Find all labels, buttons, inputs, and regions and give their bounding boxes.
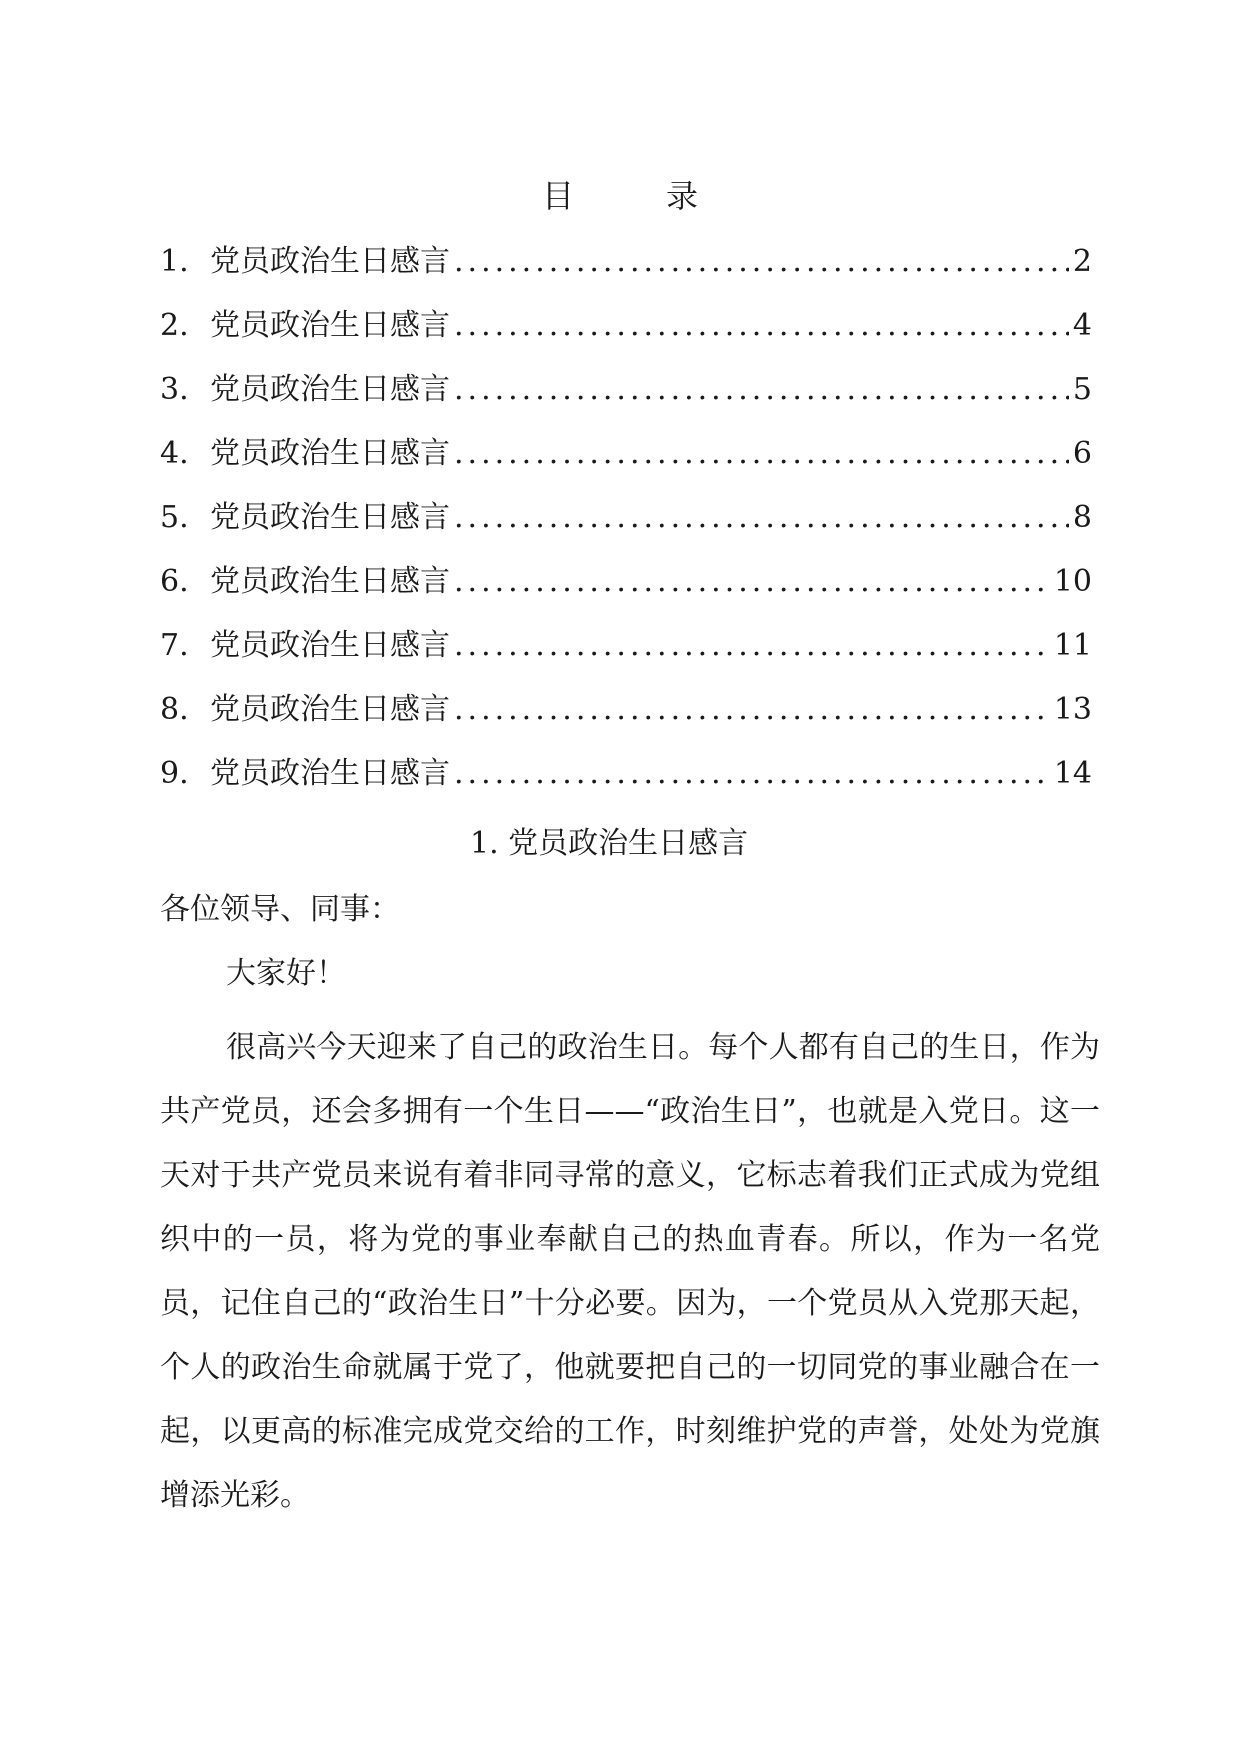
toc-entry-number: 2. — [160, 308, 189, 343]
toc-entry-page: 2 — [1072, 244, 1092, 279]
toc-entry-page: 10 — [1053, 564, 1092, 599]
toc-entry-label: 党员政治生日感言 — [210, 372, 450, 407]
toc-list — [160, 242, 1092, 818]
toc-entry-number: 1. — [160, 244, 189, 279]
toc-leader-dots — [454, 754, 1050, 794]
toc-entry-number: 4. — [160, 436, 189, 471]
toc-entry-label: 党员政治生日感言 — [210, 756, 450, 791]
toc-leader-dots — [454, 690, 1050, 730]
toc-entry-page: 11 — [1053, 628, 1092, 663]
toc-entry[interactable] — [160, 754, 1092, 818]
toc-leader-dots — [454, 498, 1069, 538]
toc-entry[interactable] — [160, 690, 1092, 754]
toc-entry-label: 党员政治生日感言 — [210, 244, 450, 279]
toc-entry-label: 党员政治生日感言 — [210, 564, 450, 599]
toc-entry-page: 13 — [1053, 692, 1092, 727]
toc-entry-page: 6 — [1072, 436, 1092, 471]
toc-leader-dots — [454, 562, 1050, 602]
toc-leader-dots — [454, 242, 1069, 282]
toc-entry[interactable] — [160, 242, 1092, 306]
toc-leader-dots — [454, 434, 1069, 474]
toc-entry-label: 党员政治生日感言 — [210, 628, 450, 663]
toc-entry-label: 党员政治生日感言 — [210, 436, 450, 471]
toc-entry-page: 5 — [1072, 372, 1092, 407]
salutation: 各位领导、同事： — [160, 892, 400, 927]
toc-entry-number: 7. — [160, 628, 189, 663]
toc-entry[interactable] — [160, 306, 1092, 370]
toc-entry-page: 4 — [1072, 308, 1092, 343]
toc-entry[interactable] — [160, 498, 1092, 562]
toc-entry-number: 9. — [160, 756, 189, 791]
toc-entry[interactable] — [160, 370, 1092, 434]
toc-entry-page: 14 — [1053, 756, 1092, 791]
toc-leader-dots — [454, 306, 1069, 346]
toc-entry-label: 党员政治生日感言 — [210, 308, 450, 343]
toc-entry-number: 3. — [160, 372, 189, 407]
toc-leader-dots — [454, 626, 1050, 666]
toc-entry-label: 党员政治生日感言 — [210, 500, 450, 535]
toc-entry[interactable] — [160, 562, 1092, 626]
toc-entry-number: 8. — [160, 692, 189, 727]
toc-entry-number: 5. — [160, 500, 189, 535]
body-paragraph: 很高兴今天迎来了自己的政治生日。每个人都有自己的生日，作为共产党员，还会多拥有一个生日——“政治生日”，也就是入党日。这一天对于共产党员来说有着非同寻常的意义，它标志着我们正式成为党组织中的一员，将为党的事业奉献自己的热血青春。所以，作为一名党员，记住自己的“政治生日”十分必要。因为，一个党员从入党那天起，个人的政治生命就属于党了，他就要把自己的一切同党的事业融合在一起，以更高的标准完成党交给的工作，时刻维护党的声誉，处处为党旗增添光彩。 — [160, 1030, 1100, 1513]
toc-entry[interactable] — [160, 626, 1092, 690]
toc-entry-page: 8 — [1072, 500, 1092, 535]
toc-entry-label: 党员政治生日感言 — [210, 692, 450, 727]
greeting: 大家好！ — [226, 956, 346, 991]
toc-entry-number: 6. — [160, 564, 189, 599]
toc-title: 目 录 — [541, 177, 728, 215]
section-heading: 1. 党员政治生日感言 — [470, 826, 749, 861]
toc-leader-dots — [454, 370, 1069, 410]
toc-entry[interactable] — [160, 434, 1092, 498]
